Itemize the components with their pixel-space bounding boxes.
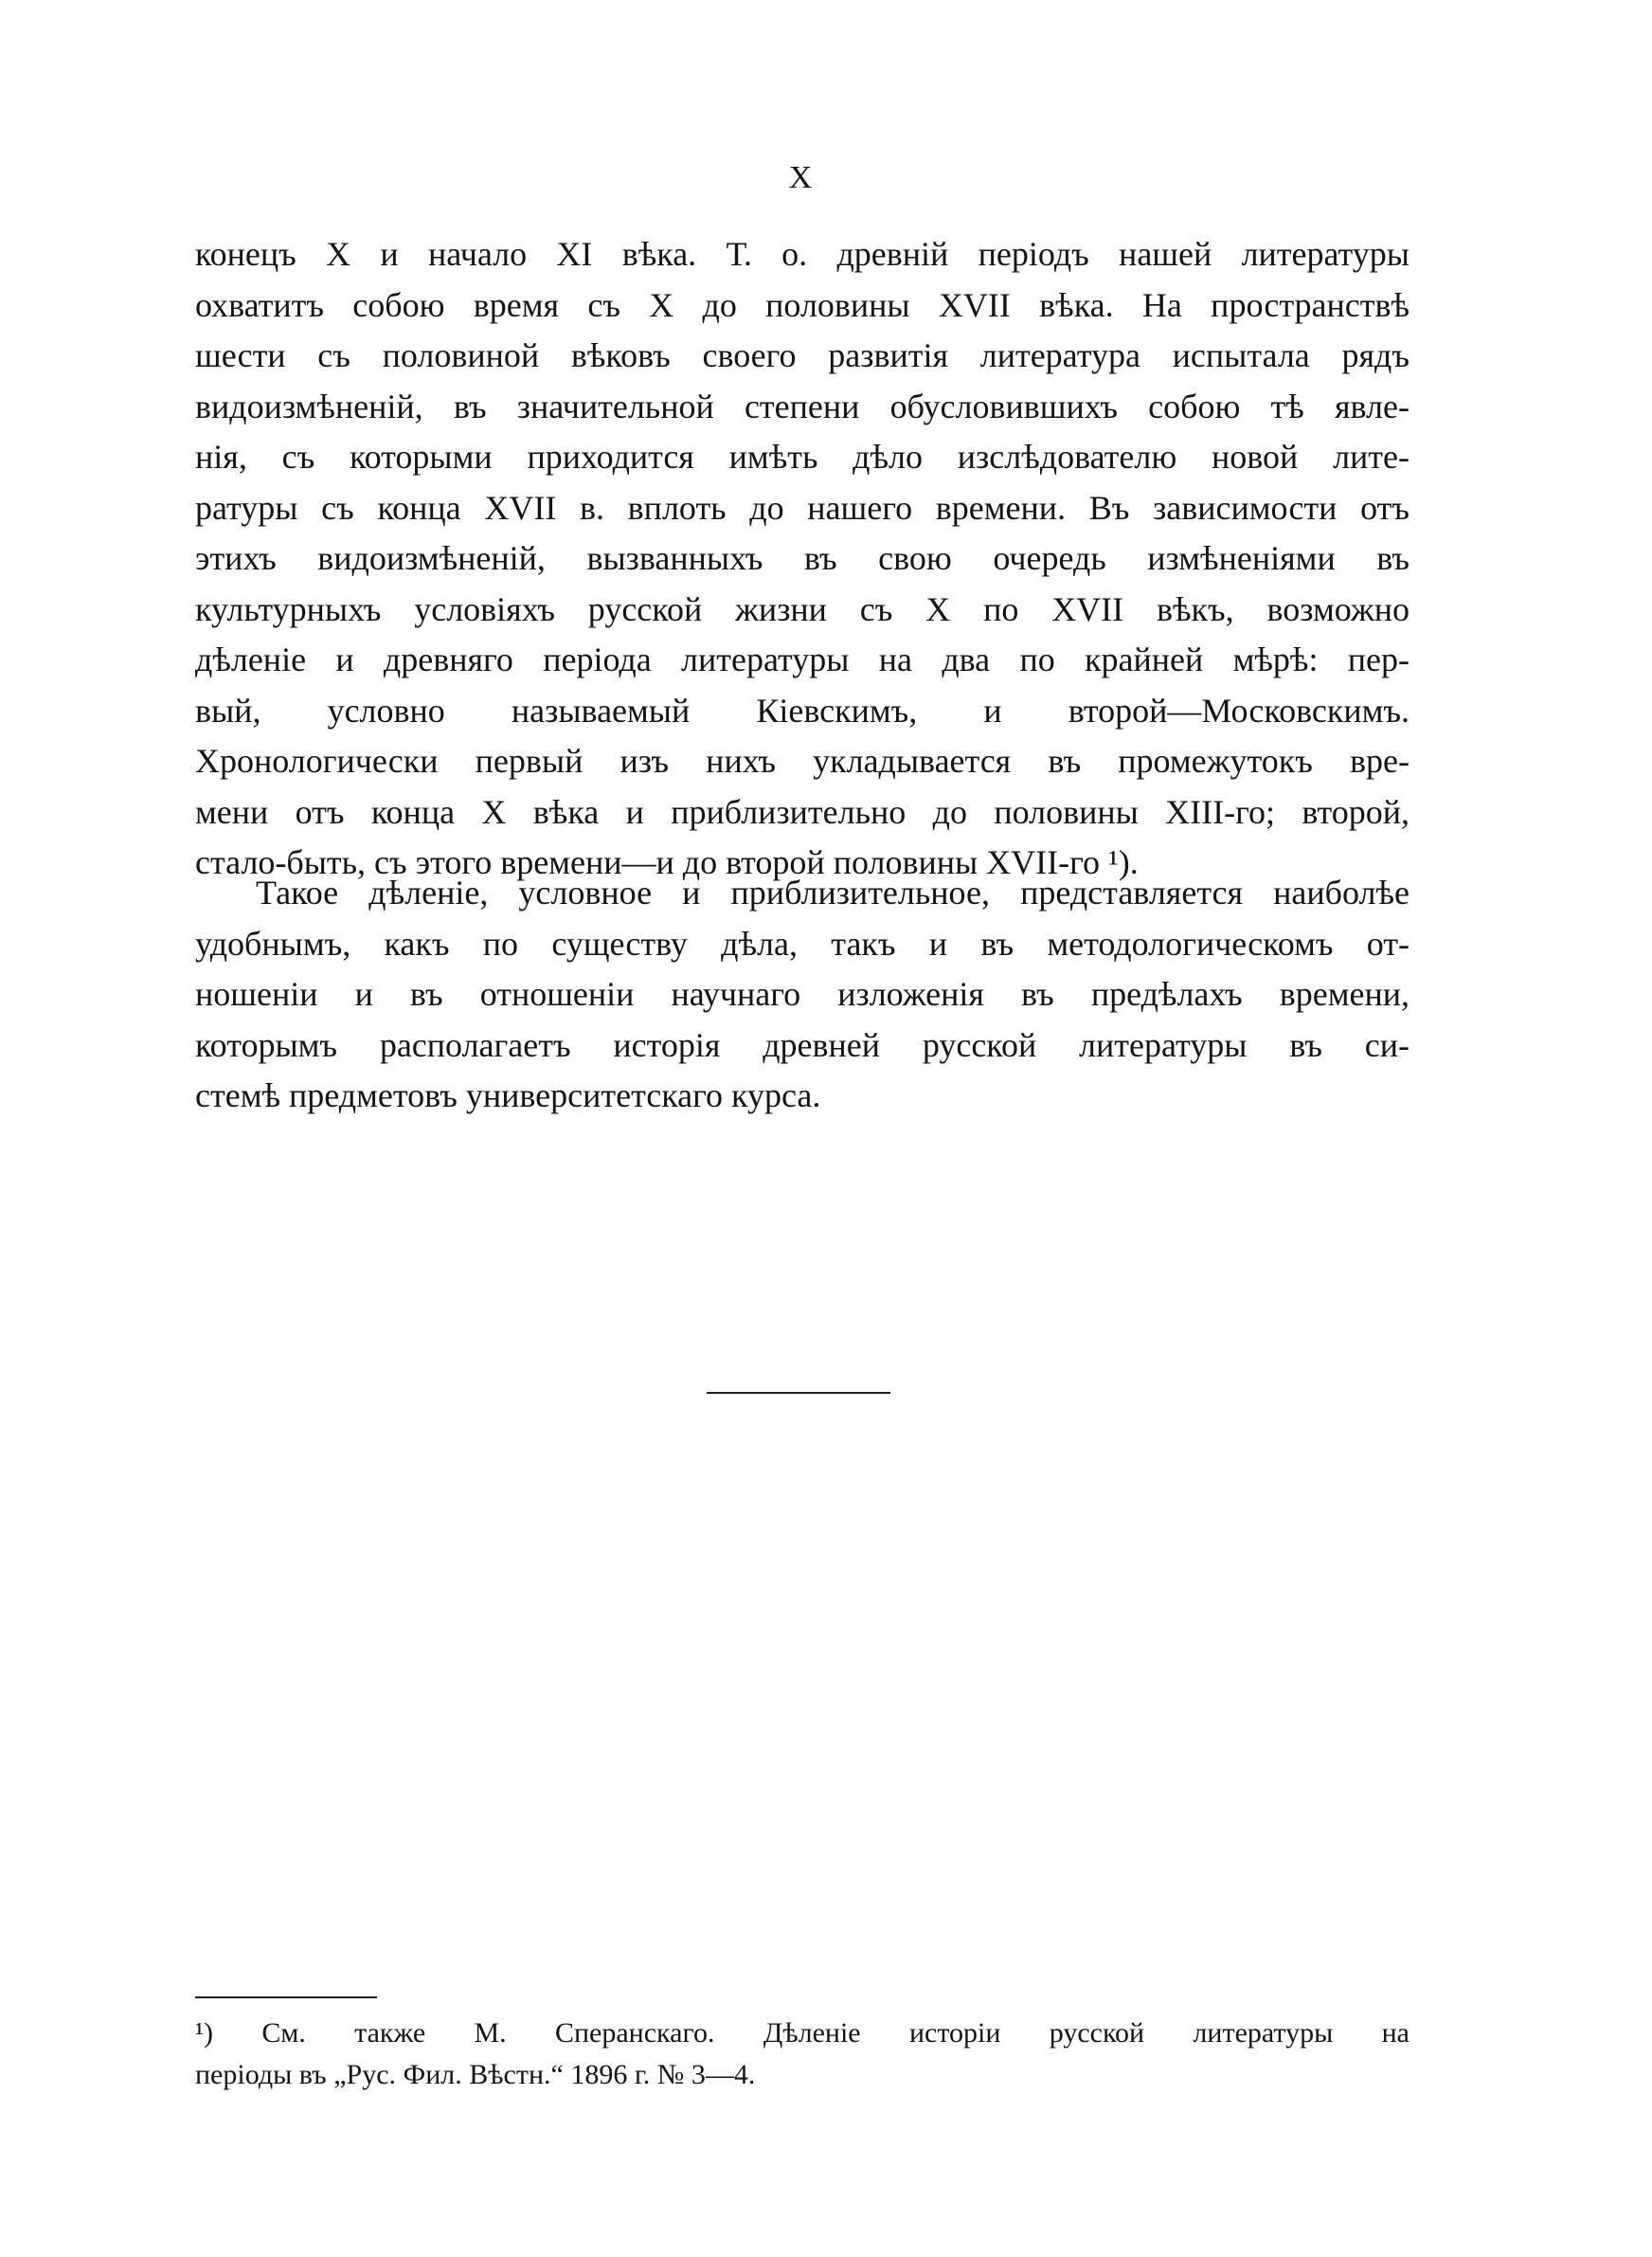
text-line: мени отъ конца X вѣка и приблизительно до половины XIII-го; второй, — [195, 792, 1410, 831]
text-line: ратуры съ конца XVII в. вплоть до нашего времени. Въ зависимости отъ — [195, 488, 1410, 527]
footnote-line: періоды въ „Рус. Фил. Вѣстн.“ 1896 г. № 3—4. — [195, 2059, 756, 2090]
text-line: Хронологически первый изъ нихъ укладывается въ промежутокъ вре- — [195, 742, 1410, 780]
text-line: стемѣ предметовъ университетскаго курса. — [195, 1076, 821, 1114]
text-line: дѣленіе и древняго періода литературы на два по крайней мѣрѣ: пер- — [195, 641, 1410, 678]
text-line: ношеніи и въ отношеніи научнаго изложенія въ предѣлахъ времени, — [195, 975, 1410, 1013]
footnote-rule — [195, 1996, 377, 1998]
text-line: конецъ X и начало XI вѣка. Т. о. древній періодъ нашей литературы — [195, 235, 1410, 273]
text-line: которымъ располагаетъ исторія древней русской литературы въ си- — [195, 1025, 1410, 1064]
text-line: культурныхъ условіяхъ русской жизни съ X по XVII вѣкъ, возможно — [195, 589, 1410, 628]
paragraph-2 — [195, 868, 1410, 1122]
text-line: удобнымъ, какъ по существу дѣла, такъ и въ методологическомъ от- — [195, 924, 1410, 963]
section-separator-rule — [707, 1392, 890, 1394]
footnote-line: ¹) См. также М. Сперанскаго. Дѣленіе исторіи русской литературы на — [195, 2017, 1410, 2049]
text-line: стало-быть, съ этого времени—и до второй половины XVII-го ¹). — [195, 843, 1139, 881]
text-line: Такое дѣленіе, условное и приблизительное, представляется наиболѣе — [256, 874, 1410, 912]
page-number: X — [788, 160, 813, 195]
text-line: вый, условно называемый Кіевскимъ, и второй—Московскимъ. — [195, 691, 1410, 730]
text-line: этихъ видоизмѣненій, вызванныхъ въ свою очередь измѣненіями въ — [195, 539, 1410, 577]
footnote — [195, 2013, 1410, 2096]
text-line: охватитъ собою время съ X до половины XVII вѣка. На пространствѣ — [195, 285, 1410, 324]
text-line: шести съ половиной вѣковъ своего развитія литература испытала рядъ — [195, 336, 1410, 374]
paragraph-1 — [195, 229, 1410, 889]
text-line: видоизмѣненій, въ значительной степени обусловившихъ собою тѣ явле- — [195, 387, 1410, 425]
text-line: нія, съ которыми приходится имѣть дѣло изслѣдователю новой лите- — [195, 438, 1410, 476]
